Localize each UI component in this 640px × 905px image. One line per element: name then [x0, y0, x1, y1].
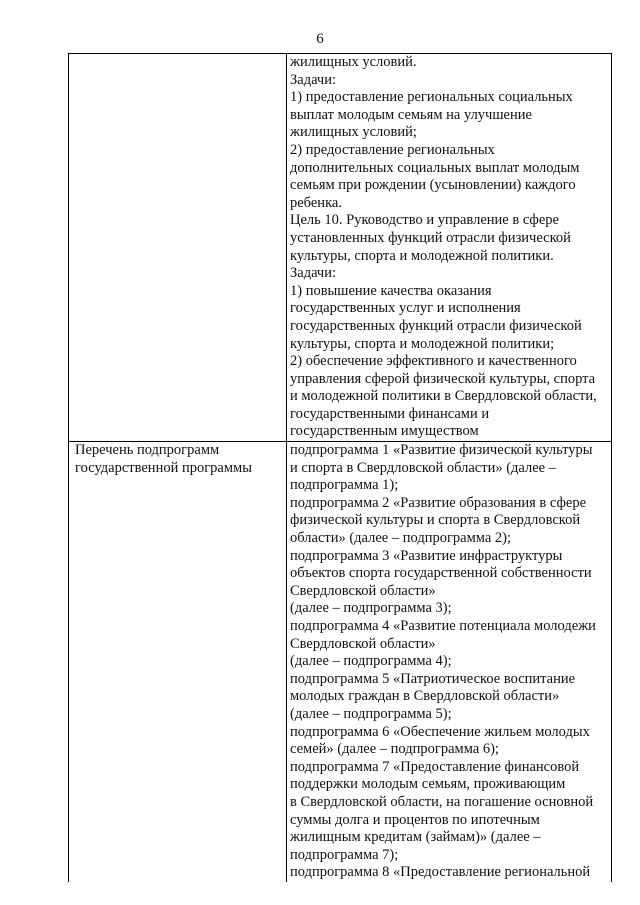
text-line: семьям при рождении (усыновлении) каждого [290, 177, 576, 194]
text-line: поддержки молодым семьям, проживающим [290, 776, 566, 793]
text-line: подпрограмма 7 «Предоставление финансовой [290, 758, 580, 775]
text-line: семей» (далее – подпрограмма 6); [290, 741, 499, 758]
text-line: подпрограмма 1 «Развитие физической культуры [290, 442, 593, 459]
text-line: (далее – подпрограмма 3); [290, 600, 452, 617]
row-label-cell [69, 442, 287, 882]
text-line: дополнительных социальных выплат молодым [290, 159, 580, 176]
table-row [69, 442, 612, 882]
text-line: суммы долга и процентов по ипотечным [290, 811, 540, 828]
text-line: 2) обеспечение эффективного и качественного [290, 353, 577, 370]
text-line: Свердловской области» [290, 635, 436, 652]
text-line: Цель 10. Руководство и управление в сфере [290, 212, 559, 229]
text-line: (далее – подпрограмма 5); [290, 705, 452, 722]
text-line: управления сферой физической культуры, спорта [290, 370, 596, 387]
text-line: жилищным кредитам (займам)» (далее – [290, 829, 541, 846]
text-line: подпрограмма 5 «Патриотическое воспитание [290, 670, 576, 687]
text-line: выплат молодым семьям на улучшение [290, 106, 532, 123]
text-line: подпрограмма 2 «Развитие образования в сфере [290, 494, 587, 511]
text-line: культуры, спорта и молодежной политики. [290, 247, 554, 264]
text-line: 1) повышение качества оказания [290, 282, 492, 299]
text-line: Задачи: [290, 71, 337, 88]
program-passport-table [68, 53, 612, 882]
text-line: (далее – подпрограмма 4); [290, 653, 452, 670]
text-line: подпрограмма 3 «Развитие инфраструктуры [290, 547, 563, 564]
text-line: физической культуры и спорта в Свердловской [290, 512, 581, 529]
text-line: Свердловской области» [290, 582, 436, 599]
text-line: государственных функций отрасли физической [290, 317, 582, 334]
text-line: подпрограмма 1); [290, 477, 399, 494]
text-line: ребенка. [290, 194, 342, 211]
row-label-line: Перечень подпрограмм [75, 442, 220, 459]
text-line: объектов спорта государственной собственности [290, 565, 592, 582]
text-line: подпрограмма 6 «Обеспечение жильем молодых [290, 723, 590, 740]
text-line: подпрограмма 4 «Развитие потенциала молодежи [290, 618, 596, 634]
text-line: молодых граждан в Свердловской области» [290, 688, 560, 705]
text-line: жилищных условий. [290, 54, 417, 70]
text-line: подпрограмма 8 «Предоставление региональной [290, 864, 591, 881]
text-line: в Свердловской области, на погашение основной [290, 793, 594, 810]
text-line: и молодежной политики в Свердловской области, [290, 388, 597, 405]
text-line: жилищных условий; [290, 124, 417, 141]
text-line: области» (далее – подпрограмма 2); [290, 530, 512, 547]
text-line: и спорта в Свердловской области» (далее – [290, 459, 556, 476]
row-label-cell [69, 54, 287, 442]
text-line: установленных функций отрасли физической [290, 229, 571, 246]
text-line: подпрограмма 7); [290, 846, 399, 863]
text-line: культуры, спорта и молодежной политики; [290, 335, 555, 352]
row-label-line: государственной программы [75, 459, 252, 476]
text-line: 2) предоставление региональных [290, 141, 495, 158]
table-row [69, 54, 612, 442]
row-content-cell [287, 442, 612, 882]
text-line: государственными финансами и [290, 405, 490, 422]
text-line: 1) предоставление региональных социальных [290, 89, 573, 106]
text-line: Задачи: [290, 265, 337, 282]
text-line: государственных услуг и исполнения [290, 300, 521, 317]
text-line: государственным имуществом [290, 423, 479, 440]
row-content-cell [287, 54, 612, 442]
page-number: 6 [316, 31, 324, 47]
